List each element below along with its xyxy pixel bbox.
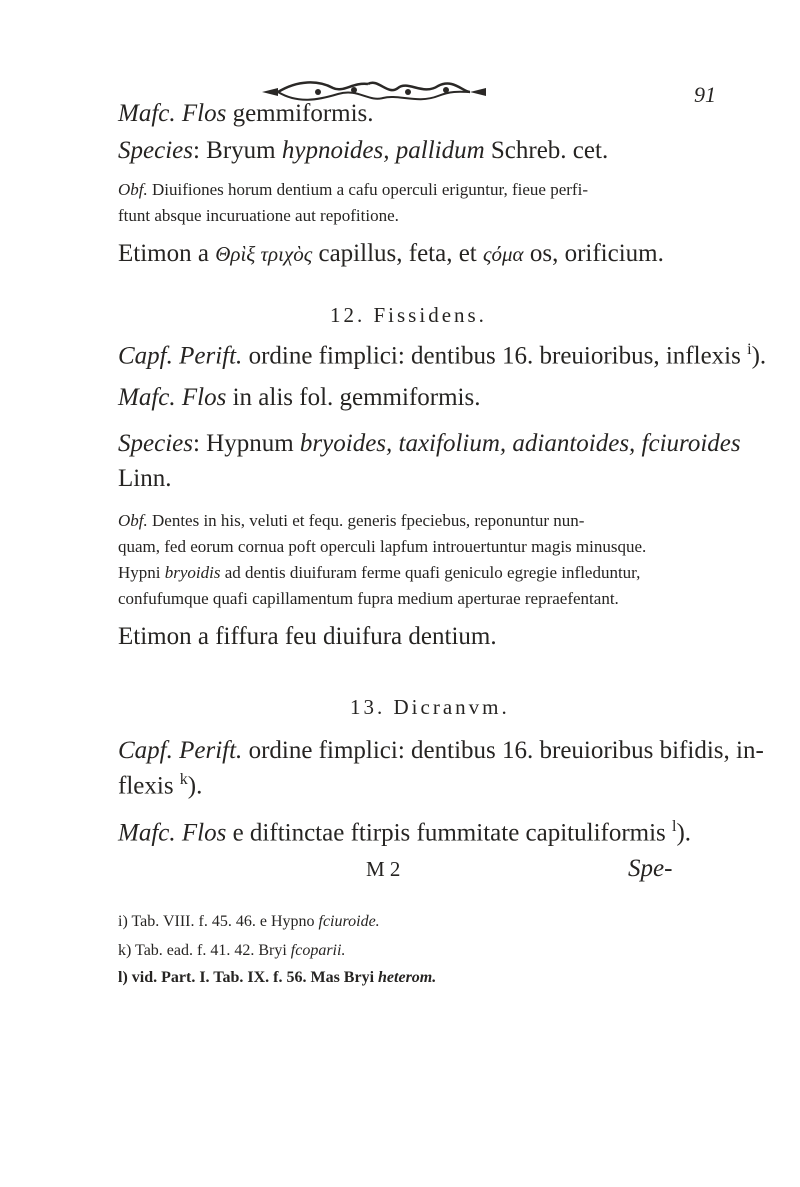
s12-obs-line-1: Obf. Dentes in his, veluti et fequ. generis fpeciebus, reponuntur nun-: [118, 511, 585, 530]
footnote-k: k) Tab. ead. f. 41. 42. Bryi fcoparii.: [118, 942, 346, 959]
species-line-1: Species: Bryum hypnoides, pallidum Schreb. cet.: [118, 137, 609, 164]
signature-mark: M 2: [366, 857, 401, 881]
footnote-l: l) vid. Part. I. Tab. IX. f. 56. Mas Bryi heterom.: [118, 969, 437, 986]
s13-mafc-line: Mafc. Flos e diftinctae ftirpis fummitate capituliformis $^l$).: [118, 818, 692, 847]
page-number: 91: [694, 82, 716, 107]
footnote-i: i) Tab. VIII. f. 45. 46. e Hypno fciuroide.: [118, 913, 380, 930]
catchword: Spe-: [628, 855, 673, 882]
s12-obs-line-3: Hypni bryoidis ad dentis diuifuram ferme quafi geniculo egregie infleduntur,: [118, 563, 641, 582]
obs-line-1b: ftunt absque incuruatione aut repofitione.: [118, 206, 399, 225]
obs-line-1a: Obf. Diuifiones horum dentium a cafu operculi eriguntur, fieue perfi-: [118, 180, 588, 199]
s13-capf-line-2: flexis $^k$).: [118, 771, 203, 800]
mafc-line-1: Mafc. Flos gemmiformis.: [118, 100, 374, 127]
section-13-heading: 13. Dicranvm.: [350, 695, 510, 719]
s12-species-line: Species: Hypnum bryoides, taxifolium, adiantoides, fciuroides: [118, 430, 741, 457]
s12-etimon-line: Etimon a fiffura feu diuifura dentium.: [118, 623, 497, 650]
s12-capf-line: Capf. Perift. ordine fimplici: dentibus 16. breuioribus, inflexis $^i$).: [118, 341, 767, 370]
s12-mafc-line: Mafc. Flos in alis fol. gemmiformis.: [118, 384, 481, 411]
s12-obs-line-2: quam, fed eorum cornua poft operculi lapfum introuertuntur magis minusque.: [118, 537, 647, 556]
etimon-line-1: Etimon a Θρὶξ τριχὸς capillus, feta, et ςόμα os, orificium.: [118, 240, 664, 267]
s12-obs-line-4: confufumque quafi capillamentum fupra medium aperturae repraefentant.: [118, 589, 619, 608]
s13-capf-line-1: Capf. Perift. ordine fimplici: dentibus 16. breuioribus bifidis, in-: [118, 737, 764, 764]
s12-species-auth: Linn.: [118, 465, 172, 492]
section-12-heading: 12. Fissidens.: [330, 303, 487, 327]
